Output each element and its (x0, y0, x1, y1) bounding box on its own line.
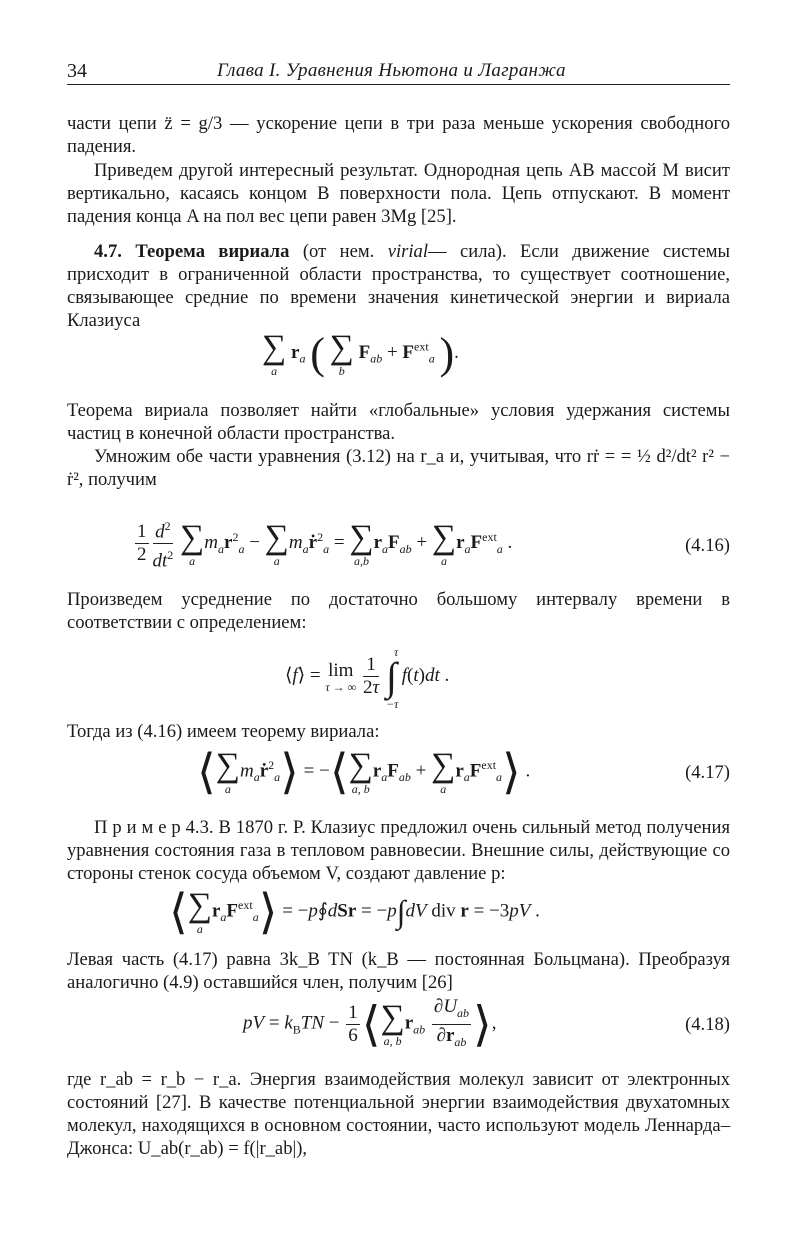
paragraph-multiply: Умножим обе части уравнения (3.12) на r_a и, учитывая, что rṙ = = ½ d²/dt² r² − ṙ², получим (67, 446, 730, 490)
equation-number-4-18: (4.18) (685, 1014, 730, 1035)
lim-subscript: τ → ∞ (325, 679, 357, 694)
section-etym-open: (от нем. (302, 241, 375, 262)
section-title: 4.7. Теорема вириала (94, 241, 290, 262)
equation-pressure: ⟨ ∑ a $r_aF^{ext}_a⟩$ = −p∮dSr = −p∫dV div r = −3pV . (169, 886, 540, 939)
example-4-3 (67, 816, 730, 885)
paragraph-global-conditions: Теорема вириала позволяет найти «глобальные» условия удержания системы частиц в конечной области пространства. (67, 400, 730, 444)
paragraph-lennard-jones: где r_ab = r_b − r_a. Энергия взаимодействия молекул зависит от электронных состояний [27]. В качестве потенциальной энергии взаимодействия двухатомных молекул, находящихся в основном состоянии, часто используют модель Леннарда–Джонса: U_ab(r_ab) = f(|r_ab|), (67, 1069, 730, 1159)
lim-text: lim (328, 659, 354, 681)
equation-4-16: $\frac{1}{2}$ $\frac{d^2}{dt^2}$ ∑ a $m_ar^2_a$ − ∑ a $m_aṙ^2_a$ = ∑ a,b $r_aF_{ab}$ + ∑ a $r_aF^{ext}_a$ . (4.16) (67, 515, 730, 577)
sum-index-b: b (338, 363, 345, 378)
equation-time-average: ⟨f⟩ = lim τ → ∞ $\frac{1}{2\tau}$ τ ∫ −τ f(t)dt . (285, 644, 450, 711)
integral-lower: −τ (386, 696, 399, 711)
page-number: 34 (67, 60, 87, 82)
example-text: В 1870 г. Р. Клазиус предложил очень сильный метод получения уравнения состояния газа в тепловом равновесии. Внешние силы, действующие со стороны стенок сосуда объемом V, создают давление p: (67, 817, 730, 884)
vector-F-ext: F (402, 341, 415, 363)
paragraph-averaging: Произведем усреднение по достаточно большому интервалу времени в соответствии с определением: (67, 589, 730, 633)
equation-virial-clausius: ∑ a $r_a$ ( ∑ b $F_{ab} + F^{ext}_a$ ). (262, 328, 459, 378)
paragraph-virial-theorem: Тогда из (4.16) имеем теорему вириала: (67, 721, 380, 742)
equation-4-17: ⟨ ∑ a $m_aṙ^2_a⟩$ = −⟨ ∑ a, b $r_aF_{ab}$ + ∑ a $r_aF^{ext}_a⟩$ . (4.17) (197, 746, 730, 799)
paragraph-chain-result: Приведем другой интересный результат. Однородная цепь AB массой M висит вертикально, касаясь концом B поверхности пола. Цепь отпускают. В момент падения конца A на пол вес цепи равен 3Mg [25]. (67, 160, 730, 227)
paragraph-left-side: Левая часть (4.17) равна 3k_B TN (k_B — постоянная Больцмана). Преобразуя аналогично (4.9) оставшийся член, получим [26] (67, 949, 730, 993)
running-title: Глава I. Уравнения Ньютона и Лагранжа (217, 60, 566, 81)
equation-4-18: pV = $k_BTN$ − $\frac{1}{6}$ ⟨ ∑ a, b $r_{ab}$ $\frac{\partial U_{ab}}{\partial r_{ab}}$ ⟩, (4.18) (243, 996, 730, 1052)
section-4-7-intro (67, 240, 730, 332)
page-header (67, 56, 730, 85)
sum-index-a: a (271, 363, 278, 378)
paragraph-chain-acceleration: части цепи z̈ = g/3 — ускорение цепи в три раза меньше ускорения свободного падения. (67, 113, 730, 157)
equation-number-4-16: (4.16) (685, 535, 730, 556)
section-etym-word: virial (387, 241, 428, 262)
example-label: П р и м е р 4.3. (94, 817, 214, 838)
section-etym-close: — сила). (428, 241, 507, 262)
equation-number-4-17: (4.17) (685, 762, 730, 783)
integral-upper: τ (394, 644, 399, 659)
ext-label: ext (414, 339, 429, 354)
vector-r: r (291, 341, 300, 363)
vector-F: F (358, 341, 371, 363)
section-text: Если движение системы присходит в ограниченной области пространства, то существует соотношение, связывающее средние по времени значения кинетической энергии и вириала Клазиуса (67, 241, 731, 331)
